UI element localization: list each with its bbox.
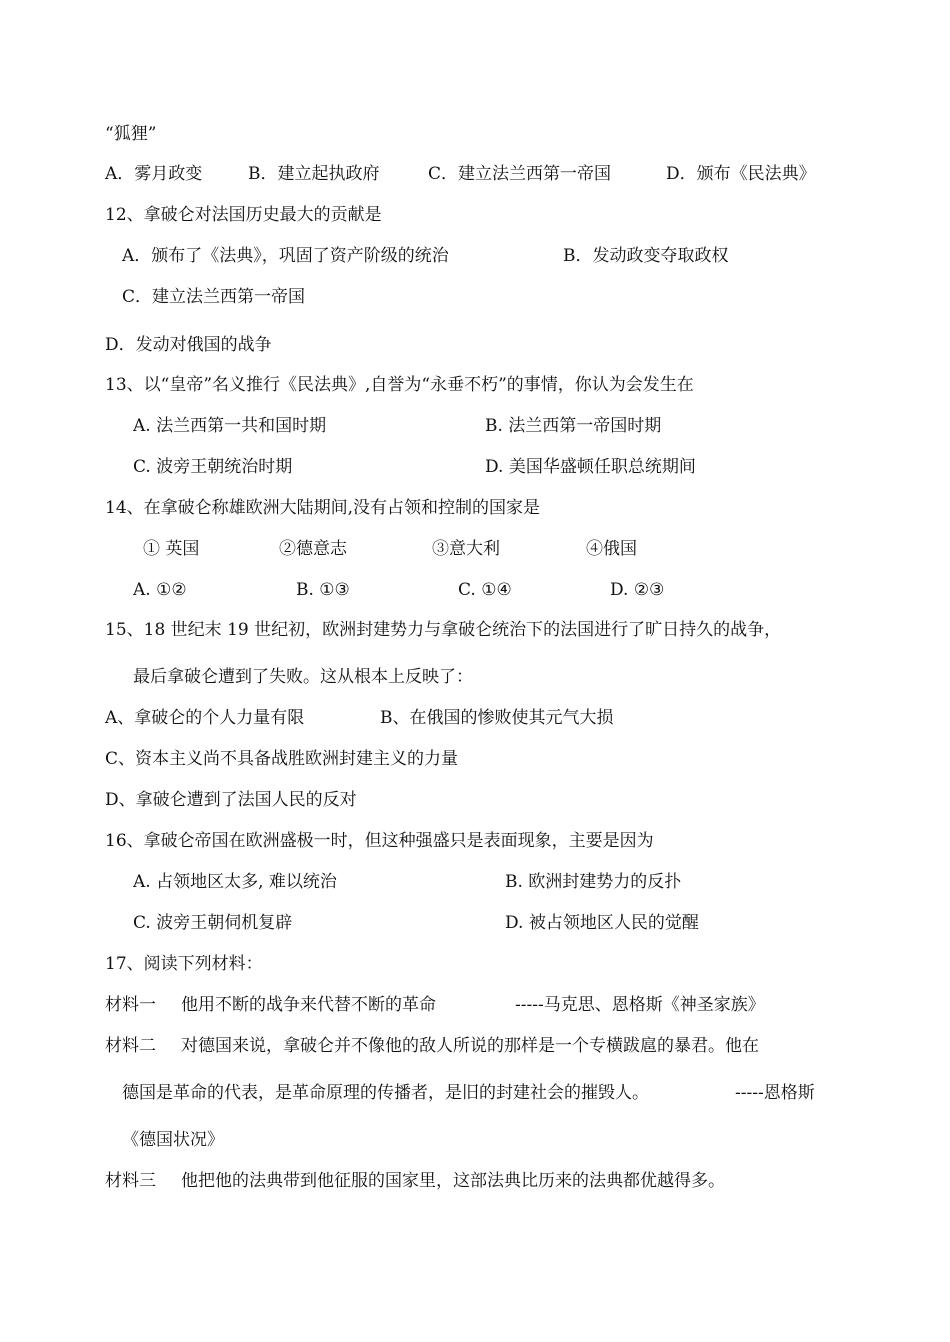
q14-option-a: A. ①② bbox=[133, 580, 187, 600]
q16-option-c: C. 波旁王朝伺机复辟 bbox=[133, 913, 293, 933]
q17-material1-label: 材料一 bbox=[105, 995, 156, 1015]
q16-stem: 16、拿破仑帝国在欧洲盛极一时，但这种强盛只是表面现象，主要是因为 bbox=[105, 831, 654, 851]
q17-material3-label: 材料三 bbox=[105, 1171, 156, 1191]
q17-material2-line1: 对德国来说，拿破仑并不像他的敌人所说的那样是一个专横跋扈的暴君。他在 bbox=[181, 1036, 759, 1056]
q17-material2-line2: 德国是革命的代表，是革命原理的传播者，是旧的封建社会的摧毁人。 bbox=[122, 1083, 649, 1103]
q15-stem-line1: 15、18 世纪末 19 世纪初，欧洲封建势力与拿破仑统治下的法国进行了旷日持久的战争， bbox=[105, 620, 782, 640]
q17-material1-text: 他用不断的战争来代替不断的革命 bbox=[181, 995, 436, 1015]
q11-option-a: A．雾月政变 bbox=[105, 164, 203, 184]
q15-option-d: D、拿破仑遭到了法国人民的反对 bbox=[105, 790, 357, 810]
q11-option-c: C．建立法兰西第一帝国 bbox=[428, 164, 612, 184]
q12-option-b: B．发动政变夺取政权 bbox=[563, 246, 729, 266]
q15-stem-line2: 最后拿破仑遭到了失败。这从根本上反映了： bbox=[133, 667, 473, 687]
q17-material1-source: -----马克思、恩格斯《神圣家族》 bbox=[515, 995, 765, 1015]
q14-item-2: ②德意志 bbox=[279, 539, 347, 559]
q13-option-d: D. 美国华盛顿任职总统期间 bbox=[485, 457, 696, 477]
q11-option-d: D．颁布《民法典》 bbox=[666, 164, 816, 184]
q14-option-d: D. ②③ bbox=[610, 580, 665, 600]
q17-stem: 17、阅读下列材料： bbox=[105, 954, 263, 974]
q11-option-b: B．建立起执政府 bbox=[248, 164, 380, 184]
q14-stem: 14、在拿破仑称雄欧洲大陆期间,没有占领和控制的国家是 bbox=[105, 498, 541, 518]
q12-option-d: D．发动对俄国的战争 bbox=[105, 335, 272, 355]
q13-option-c: C. 波旁王朝统治时期 bbox=[133, 457, 293, 477]
q15-option-b: B、在俄国的惨败使其元气大损 bbox=[380, 708, 614, 728]
q12-stem: 12、拿破仑对法国历史最大的贡献是 bbox=[105, 205, 382, 225]
q16-option-b: B. 欧洲封建势力的反扑 bbox=[505, 872, 682, 892]
q14-option-c: C. ①④ bbox=[458, 580, 512, 600]
q14-option-b: B. ①③ bbox=[296, 580, 350, 600]
q17-material2-source: -----恩格斯 bbox=[735, 1083, 815, 1103]
q13-option-a: A. 法兰西第一共和国时期 bbox=[133, 416, 327, 436]
q13-option-b: B. 法兰西第一帝国时期 bbox=[485, 416, 662, 436]
q15-option-c: C、资本主义尚不具备战胜欧洲封建主义的力量 bbox=[105, 749, 459, 769]
q16-option-a: A. 占领地区太多, 难以统治 bbox=[133, 872, 337, 892]
q12-option-a: A．颁布了《法典》，巩固了资产阶级的统治 bbox=[122, 246, 449, 266]
q14-item-3: ③意大利 bbox=[432, 539, 500, 559]
q17-material2-label: 材料二 bbox=[105, 1036, 156, 1056]
q14-item-4: ④俄国 bbox=[586, 539, 637, 559]
q16-option-d: D. 被占领地区人民的觉醒 bbox=[505, 913, 699, 933]
q12-option-c: C．建立法兰西第一帝国 bbox=[122, 287, 306, 307]
q17-material3-text: 他把他的法典带到他征服的国家里，这部法典比历来的法典都优越得多。 bbox=[181, 1171, 725, 1191]
q17-material2-source-title: 《德国状况》 bbox=[122, 1130, 224, 1150]
q11-stem-tail: “狐狸” bbox=[105, 124, 157, 144]
q13-stem: 13、以“皇帝”名义推行《民法典》,自誉为“永垂不朽”的事情，你认为会发生在 bbox=[105, 375, 694, 395]
q15-option-a: A、拿破仑的个人力量有限 bbox=[105, 708, 305, 728]
q14-item-1: ① 英国 bbox=[143, 539, 200, 559]
